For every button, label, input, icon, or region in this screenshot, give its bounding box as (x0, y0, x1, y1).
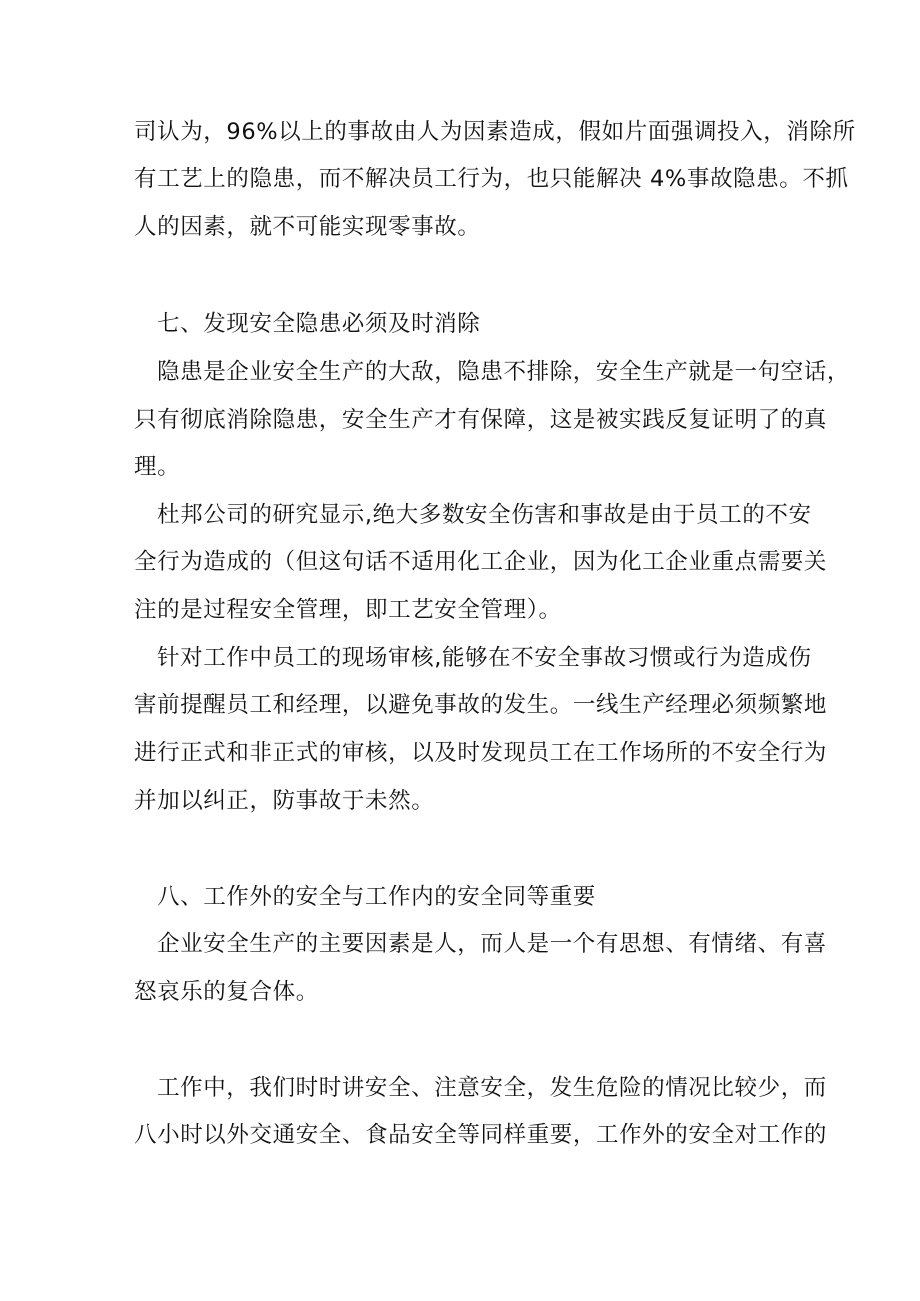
paragraph-line: 害前提醒员工和经理，以避免事故的发生。一线生产经理必须频繁地 (134, 692, 828, 718)
paragraph-line: 企业安全生产的主要因素是人，而人是一个有思想、有情绪、有喜 (157, 931, 827, 957)
paragraph-line: 杜邦公司的研究显示,绝大多数安全伤害和事故是由于员工的不安 (157, 502, 812, 528)
paragraph-line: 隐患是企业安全生产的大敌，隐患不排除，安全生产就是一句空话， (157, 359, 851, 385)
paragraph-line: 有工艺上的隐患，而不解决员工行为，也只能解决 4%事故隐患。不抓 (134, 166, 849, 192)
paragraph-line: 全行为造成的（但这句话不适用化工企业，因为化工企业重点需要关 (134, 549, 828, 575)
paragraph-line: 司认为，96%以上的事故由人为因素造成，假如片面强调投入，消除所 (134, 119, 856, 145)
paragraph-line: 工作中，我们时时讲安全、注意安全，发生危险的情况比较少，而 (157, 1075, 827, 1101)
paragraph-line: 理。 (134, 454, 181, 480)
paragraph-line: 八小时以外交通安全、食品安全等同样重要，工作外的安全对工作的 (134, 1122, 828, 1148)
paragraph-line: 注的是过程安全管理，即工艺安全管理）。 (134, 597, 562, 623)
paragraph-line: 只有彻底消除隐患，安全生产才有保障，这是被实践反复证明了的真 (134, 407, 828, 433)
section-heading: 八、工作外的安全与工作内的安全同等重要 (157, 884, 596, 910)
paragraph-line: 进行正式和非正式的审核，以及时发现员工在工作场所的不安全行为 (134, 740, 828, 766)
paragraph-line: 怒哀乐的复合体。 (134, 979, 319, 1005)
paragraph-line: 人的因素，就不可能实现零事故。 (134, 214, 481, 240)
paragraph-line: 并加以纠正，防事故于未然。 (134, 788, 435, 814)
paragraph-line: 针对工作中员工的现场审核,能够在不安全事故习惯或行为造成伤 (157, 645, 812, 671)
section-heading: 七、发现安全隐患必须及时消除 (157, 311, 481, 337)
